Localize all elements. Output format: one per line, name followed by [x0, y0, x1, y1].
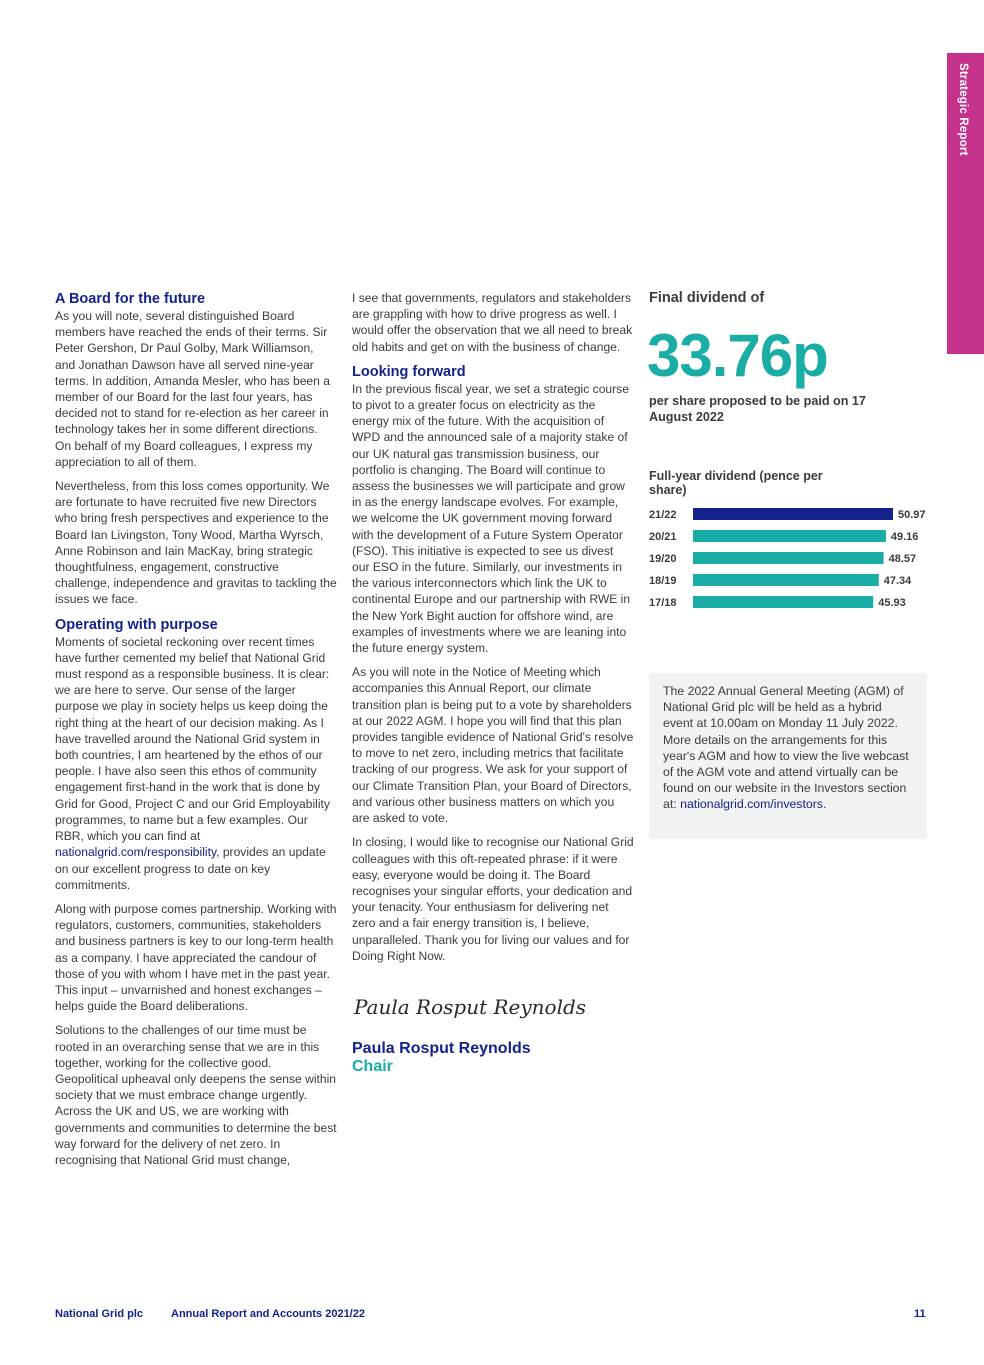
- bar-21-22: [693, 508, 893, 520]
- agm-info-box: [649, 673, 927, 839]
- bar-value-label: 47.34: [883, 575, 912, 587]
- section-tab: [947, 53, 984, 354]
- bar-20-21: [693, 530, 886, 542]
- paragraph: Solutions to the challenges of our time must be rooted in an overarching sense that we are in this together, working for the collective good. Geopolitical upheaval only deepens the sense within society that we must embrace change urgently. Across the UK and US, we are working with governments and communities to determine the best way forward for the delivery of net zero. In recognising that National Grid must change,: [55, 1023, 337, 1167]
- column-middle: [352, 290, 634, 1076]
- bar-17-18: [693, 596, 873, 608]
- dividend-chart-svg: [649, 505, 934, 615]
- bar-18-19: [693, 574, 879, 586]
- paragraph-text: , provides an update on our excellent progress to date on key commitments.: [55, 845, 326, 892]
- heading-looking-forward: Looking forward: [352, 363, 466, 380]
- signatory-title: Chair: [352, 1057, 393, 1075]
- dividend-amount: 33.76p: [647, 322, 828, 389]
- dividend-label: Final dividend of: [649, 290, 765, 306]
- paragraph: [55, 634, 337, 893]
- bar-19-20: [693, 552, 884, 564]
- section-tab-label: Strategic Report: [957, 63, 969, 156]
- bar-value-label: 50.97: [898, 509, 926, 521]
- paragraph-text: Moments of societal reckoning over recent times have further cemented my belief that National Grid must respond as a responsible business. It is clear: we are here to serve. Our sense of the larger purpose we play in society helps us keep doing the right thing at the heart of our decision making. As I have travelled around the National Grid system in both countries, I am heartened by the ethos of our people. I have also seen this ethos of community engagement first-hand in the work that is done by Grid for Good, Project C and our Grid Employability programmes, to name but a few examples. Our RBR, which you can find at: [55, 634, 330, 844]
- bar-category-label: 21/22: [649, 509, 677, 521]
- bar-value-label: 49.16: [890, 531, 919, 543]
- paragraph: As you will note, several distinguished Board members have reached the ends of their terms. Sir Peter Gershon, Dr Paul Golby, Mark Williamson, and Jonathan Dawson have all served nine-year terms. In addition, Amanda Mesler, who has been a member of our Board for the last four years, has decided not to stand for re-election as her career in technology takes her in some different directions. On behalf of my Board colleagues, I express my appreciation to all of them.: [55, 309, 330, 469]
- responsibility-link[interactable]: nationalgrid.com/responsibility: [55, 845, 217, 860]
- agm-text-suffix: .: [822, 797, 827, 812]
- bar-category-label: 18/19: [649, 575, 677, 587]
- bar-category-label: 20/21: [649, 531, 677, 543]
- chart-title: Full-year dividend (pence per share): [649, 469, 823, 497]
- dividend-chart: [649, 505, 934, 615]
- bar-category-label: 17/18: [649, 597, 677, 609]
- bar-value-label: 48.57: [888, 553, 917, 565]
- signatory-name: Paula Rosput Reynolds: [352, 1039, 531, 1057]
- dividend-subtext: per share proposed to be paid on 17 August 2022: [649, 394, 866, 424]
- bar-value-label: 45.93: [878, 597, 906, 609]
- signature-text: Paula Rosput Reynolds: [354, 994, 587, 1019]
- footer-company: National Grid plc: [55, 1308, 144, 1320]
- paragraph: Along with purpose comes partnership. Working with regulators, customers, communities, stakeholders and business partners is key to our long-term health as a company. I have appreciated the candour of those of you with whom I have met in the past year. This input – unvarnished and honest exchanges – helps guide the Board deliberations.: [55, 901, 337, 1014]
- heading-board-future: A Board for the future: [55, 291, 206, 307]
- paragraph: I see that governments, regulators and stakeholders are grappling with how to drive progress as well. I would offer the observation that we all need to break old habits and get on with the business of change.: [352, 291, 633, 354]
- agm-text: The 2022 Annual General Meeting (AGM) of National Grid plc will be held as a hybrid event at 10.00am on Monday 11 July 2022. More details on the arrangements for this year's AGM and how to view the live webcast of the AGM vote and attend virtually can be found on our website in the Investors section at:: [663, 684, 909, 812]
- column-left: [55, 290, 337, 1176]
- heading-operating-purpose: Operating with purpose: [55, 616, 218, 633]
- paragraph: Nevertheless, from this loss comes opportunity. We are fortunate to have recruited five new Directors who bring fresh perspectives and experience to the Board Ian Livingston, Tony Wood, Martha Wyrsch, Anne Robinson and Iain MacKay, bring strategic thoughtfulness, engagement, constructive challenge, independence and gravitas to tackling the issues we face.: [55, 479, 337, 607]
- paragraph: In closing, I would like to recognise our National Grid colleagues with this oft-repeated phrase: if it were easy, everyone would be doing it. The Board recognises your singular efforts, your dedication and your tenacity. Your enthusiasm for delivering net zero and a fair energy transition is, I believe, unparalleled. Thank you for living our values and for Doing Right Now.: [352, 835, 634, 963]
- paragraph: In the previous fiscal year, we set a strategic course to pivot to a greater focus on electricity as the energy mix of the future. With the acquisition of WPD and the announced sale of a majority stake of our UK natural gas transmission business, our portfolio is changing. The Board will continue to assess the businesses we will participate and grow in as the energy landscape evolves. For example, we welcome the UK government moving forward with the development of a Future System Operator (FSO). This initiative is expected to see us divest our ESO in the future. Similarly, our investments in the various interconnectors which link the UK to continental Europe and our partnership with RWE in the New York Bight auction for offshore wind, are examples of investments where we are leaning into the future energy system.: [352, 381, 631, 656]
- signature-image: [352, 986, 587, 1026]
- footer-report-title: Annual Report and Accounts 2021/22: [171, 1308, 365, 1320]
- bar-category-label: 19/20: [649, 553, 677, 565]
- page-number: 11: [914, 1308, 926, 1320]
- paragraph: As you will note in the Notice of Meeting which accompanies this Annual Report, our climate transition plan is being put to a vote by shareholders at our 2022 AGM. I hope you will find that this plan provides tangible evidence of National Grid's resolve to move to net zero, including metrics that facilitate tracking of our progress. We ask for your support of our Climate Transition Plan, your Board of Directors, and various other business matters on which you are asked to vote.: [352, 665, 634, 826]
- investors-link[interactable]: nationalgrid.com/investors: [680, 797, 823, 812]
